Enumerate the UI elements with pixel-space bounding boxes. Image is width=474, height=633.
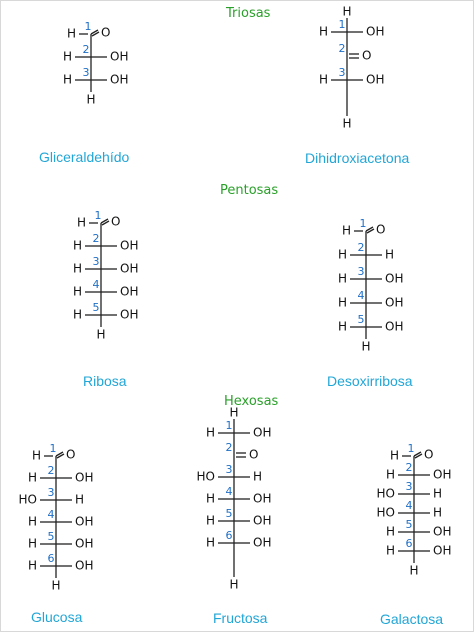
galactosa-carbon-number-2: 2 xyxy=(405,461,413,474)
ribosa-carbon-number-3: 3 xyxy=(92,255,100,268)
glucosa-carbon-number-2: 2 xyxy=(47,464,55,477)
glucosa-c1-o-label: O xyxy=(66,447,76,462)
glucosa-right-group-4: OH xyxy=(75,514,94,529)
galactosa-right-group-6: OH xyxy=(433,543,452,558)
galactosa-right-group-4: H xyxy=(433,505,443,520)
glucosa-right-group-3: H xyxy=(75,492,85,507)
ribosa-bottom-h-label: H xyxy=(96,327,106,342)
ribosa-carbon-number-4: 4 xyxy=(92,278,100,291)
desoxirribosa-left-group-5: H xyxy=(337,319,347,334)
desoxirribosa-right-group-2: H xyxy=(385,247,395,262)
glucosa-bottom-h-label: H xyxy=(51,578,61,593)
ribosa-right-group-4: OH xyxy=(120,284,139,299)
galactosa-left-group-2: H xyxy=(385,467,395,482)
fructosa-right-group-3: H xyxy=(253,469,263,484)
gliceraldehido-carbon-number-3: 3 xyxy=(82,66,90,79)
gliceraldehido-left-group-3: H xyxy=(62,72,72,87)
gliceraldehido-carbon-number-2: 2 xyxy=(82,43,90,56)
glucosa-right-group-2: OH xyxy=(75,470,94,485)
desoxirribosa-left-group-3: H xyxy=(337,271,347,286)
fructosa-ketone-o-label-2: O xyxy=(249,447,259,462)
gliceraldehido-c1-h-label: H xyxy=(66,26,76,41)
fructosa-carbon-number-4: 4 xyxy=(225,485,233,498)
galactosa-right-group-2: OH xyxy=(433,467,452,482)
gliceraldehido-bottom-h-label: H xyxy=(86,92,96,107)
desoxirribosa-right-group-4: OH xyxy=(385,295,404,310)
galactosa-carbon-number-3: 3 xyxy=(405,480,413,493)
desoxirribosa-right-group-5: OH xyxy=(385,319,404,334)
fructosa-carbon-number-1: 1 xyxy=(225,419,233,432)
ribosa-carbon-number-5: 5 xyxy=(92,301,100,314)
ribosa-left-group-3: H xyxy=(72,261,82,276)
fructosa-left-group-4: H xyxy=(205,491,215,506)
desoxirribosa-bottom-h-label: H xyxy=(361,339,371,354)
galactosa-c1-h-label: H xyxy=(389,448,399,463)
fructosa-left-group-1: H xyxy=(205,425,215,440)
dihidroxiacetona-left-group-3: H xyxy=(318,72,328,87)
ribosa-c1-h-label: H xyxy=(76,215,86,230)
glucosa-left-group-3: HO xyxy=(18,492,37,507)
galactosa-right-group-3: H xyxy=(433,486,443,501)
galactosa-right-group-5: OH xyxy=(433,524,452,539)
ribosa-carbon-number-1: 1 xyxy=(94,209,102,222)
desoxirribosa-left-group-2: H xyxy=(337,247,347,262)
molecule-structures xyxy=(1,1,474,633)
gliceraldehido-carbon-number-1: 1 xyxy=(84,20,92,33)
desoxirribosa-c1-h-label: H xyxy=(341,223,351,238)
fructosa-right-group-5: OH xyxy=(253,513,272,528)
dihidroxiacetona-carbon-number-2: 2 xyxy=(338,42,346,55)
glucosa-left-group-6: H xyxy=(27,558,37,573)
desoxirribosa-carbon-number-5: 5 xyxy=(357,313,365,326)
gliceraldehido-c1-o-label: O xyxy=(101,25,111,40)
fructosa-right-group-1: OH xyxy=(253,425,272,440)
fructosa-carbon-number-3: 3 xyxy=(225,463,233,476)
ribosa-carbon-number-2: 2 xyxy=(92,232,100,245)
glucosa-carbon-number-6: 6 xyxy=(47,552,55,565)
galactosa-left-group-3: HO xyxy=(376,486,395,501)
desoxirribosa-c1-o-label: O xyxy=(376,222,386,237)
glucosa-left-group-5: H xyxy=(27,536,37,551)
fructosa-left-group-6: H xyxy=(205,535,215,550)
molecule-name-ribosa: Ribosa xyxy=(83,373,127,389)
desoxirribosa-left-group-4: H xyxy=(337,295,347,310)
ribosa-right-group-5: OH xyxy=(120,307,139,322)
ribosa-left-group-5: H xyxy=(72,307,82,322)
dihidroxiacetona-carbon-number-1: 1 xyxy=(338,18,346,31)
desoxirribosa-carbon-number-3: 3 xyxy=(357,265,365,278)
galactosa-left-group-5: H xyxy=(385,524,395,539)
galactosa-left-group-6: H xyxy=(385,543,395,558)
galactosa-c1-o-label: O xyxy=(424,447,434,462)
fructosa-left-group-3: HO xyxy=(196,469,215,484)
ribosa-right-group-3: OH xyxy=(120,261,139,276)
galactosa-carbon-number-1: 1 xyxy=(407,442,415,455)
gliceraldehido-right-group-2: OH xyxy=(110,49,129,64)
galactosa-carbon-number-4: 4 xyxy=(405,499,413,512)
dihidroxiacetona-top-h-label: H xyxy=(342,4,352,19)
ribosa-right-group-2: OH xyxy=(120,238,139,253)
fructosa-right-group-4: OH xyxy=(253,491,272,506)
dihidroxiacetona-left-group-1: H xyxy=(318,24,328,39)
galactosa-left-group-4: HO xyxy=(376,505,395,520)
desoxirribosa-carbon-number-4: 4 xyxy=(357,289,365,302)
galactosa-carbon-number-6: 6 xyxy=(405,537,413,550)
galactosa-carbon-number-5: 5 xyxy=(405,518,413,531)
glucosa-carbon-number-1: 1 xyxy=(49,442,57,455)
glucosa-left-group-4: H xyxy=(27,514,37,529)
molecule-name-desoxirribosa: Desoxirribosa xyxy=(327,373,413,389)
dihidroxiacetona-right-group-3: OH xyxy=(366,72,385,87)
fructosa-carbon-number-2: 2 xyxy=(225,441,233,454)
molecule-name-galactosa: Galactosa xyxy=(380,611,444,627)
fructosa-right-group-6: OH xyxy=(253,535,272,550)
gliceraldehido-right-group-3: OH xyxy=(110,72,129,87)
fructosa-left-group-5: H xyxy=(205,513,215,528)
glucosa-carbon-number-5: 5 xyxy=(47,530,55,543)
desoxirribosa-carbon-number-2: 2 xyxy=(357,241,365,254)
dihidroxiacetona-bottom-h-label: H xyxy=(342,116,352,131)
section-title-pentoses: Pentosas xyxy=(220,183,279,198)
gliceraldehido-left-group-2: H xyxy=(62,49,72,64)
dihidroxiacetona-carbon-number-3: 3 xyxy=(338,66,346,79)
molecule-name-glucosa: Glucosa xyxy=(31,609,83,625)
fructosa-top-h-label: H xyxy=(229,405,239,420)
fructosa-bottom-h-label: H xyxy=(229,577,239,592)
glucosa-c1-h-label: H xyxy=(31,448,41,463)
molecule-name-dihidroxiacetona: Dihidroxiacetona xyxy=(305,150,410,166)
glucosa-carbon-number-3: 3 xyxy=(47,486,55,499)
section-title-hexoses: Hexosas xyxy=(224,394,279,409)
glucosa-left-group-2: H xyxy=(27,470,37,485)
glucosa-right-group-6: OH xyxy=(75,558,94,573)
ribosa-c1-o-label: O xyxy=(111,214,121,229)
ribosa-left-group-4: H xyxy=(72,284,82,299)
dihidroxiacetona-ketone-o-label-2: O xyxy=(362,48,372,63)
dihidroxiacetona-right-group-1: OH xyxy=(366,24,385,39)
fructosa-carbon-number-6: 6 xyxy=(225,529,233,542)
molecule-name-fructosa: Fructosa xyxy=(213,610,268,626)
glucosa-right-group-5: OH xyxy=(75,536,94,551)
fructosa-carbon-number-5: 5 xyxy=(225,507,233,520)
glucosa-carbon-number-4: 4 xyxy=(47,508,55,521)
ribosa-left-group-2: H xyxy=(72,238,82,253)
molecule-name-gliceraldehido: Gliceraldehído xyxy=(39,149,130,165)
desoxirribosa-carbon-number-1: 1 xyxy=(359,217,367,230)
desoxirribosa-right-group-3: OH xyxy=(385,271,404,286)
section-title-trioses: Triosas xyxy=(226,6,271,21)
galactosa-bottom-h-label: H xyxy=(409,563,419,578)
